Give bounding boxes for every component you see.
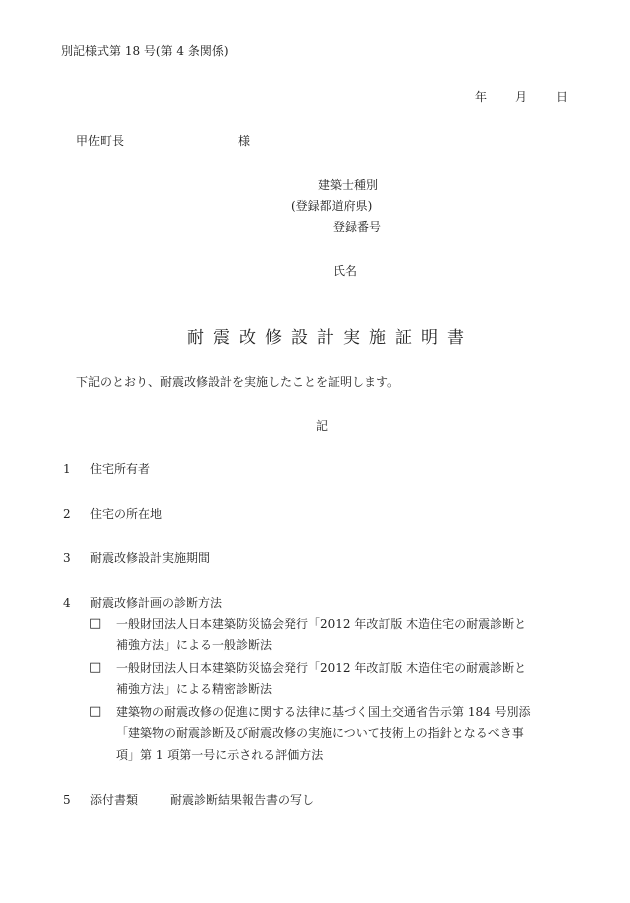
- addressee-honorific: 様: [238, 134, 251, 148]
- registration-prefecture-label: (登録都道府県): [291, 199, 373, 213]
- issuer-name-label: 氏名: [333, 264, 358, 278]
- item-3-label: 耐震改修設計実施期間: [90, 551, 211, 565]
- item-1-number: 1: [63, 462, 71, 476]
- option-3-line-2: 「建築物の耐震診断及び耐震改修の実施について技術上の指針となるべき事: [116, 726, 524, 740]
- item-4-number: 4: [63, 596, 71, 610]
- date-year: 年: [475, 90, 488, 104]
- certification-statement: 下記のとおり、耐震改修設計を実施したことを証明します。: [76, 375, 400, 389]
- option-2-line-1: 一般財団法人日本建築防災協会発行「2012 年改訂版 木造住宅の耐震診断と: [116, 661, 527, 675]
- option-1-line-2: 補強方法」による一般診断法: [116, 638, 273, 652]
- item-1-label: 住宅所有者: [90, 462, 151, 476]
- item-4-label: 耐震改修計画の診断方法: [90, 596, 223, 610]
- date-day: 日: [556, 90, 569, 104]
- option-2-checkbox[interactable]: □: [89, 660, 102, 675]
- registration-number-label: 登録番号: [333, 220, 382, 234]
- item-2-label: 住宅の所在地: [90, 507, 163, 521]
- item-5-label: 添付書類: [90, 793, 139, 807]
- item-3-number: 3: [63, 551, 71, 565]
- item-5-number: 5: [63, 793, 71, 807]
- item-5-value: 耐震診断結果報告書の写し: [170, 793, 315, 807]
- option-1-checkbox[interactable]: □: [89, 616, 102, 631]
- form-label: 別記様式第 18 号(第 4 条関係): [61, 44, 229, 58]
- item-2-number: 2: [63, 507, 71, 521]
- option-3-line-1: 建築物の耐震改修の促進に関する法律に基づく国土交通省告示第 184 号別添: [116, 705, 531, 719]
- document-title: 耐震改修設計実施証明書: [187, 328, 473, 348]
- option-2-line-2: 補強方法」による精密診断法: [116, 682, 273, 696]
- option-1-line-1: 一般財団法人日本建築防災協会発行「2012 年改訂版 木造住宅の耐震診断と: [116, 617, 527, 631]
- architect-class-label: 建築士種別: [318, 178, 379, 192]
- ki-heading: 記: [316, 419, 329, 433]
- option-3-checkbox[interactable]: □: [89, 704, 102, 719]
- addressee-name: 甲佐町長: [76, 134, 125, 148]
- date-month: 月: [515, 90, 528, 104]
- option-3-line-3: 項」第 1 項第一号に示される評価方法: [116, 748, 324, 762]
